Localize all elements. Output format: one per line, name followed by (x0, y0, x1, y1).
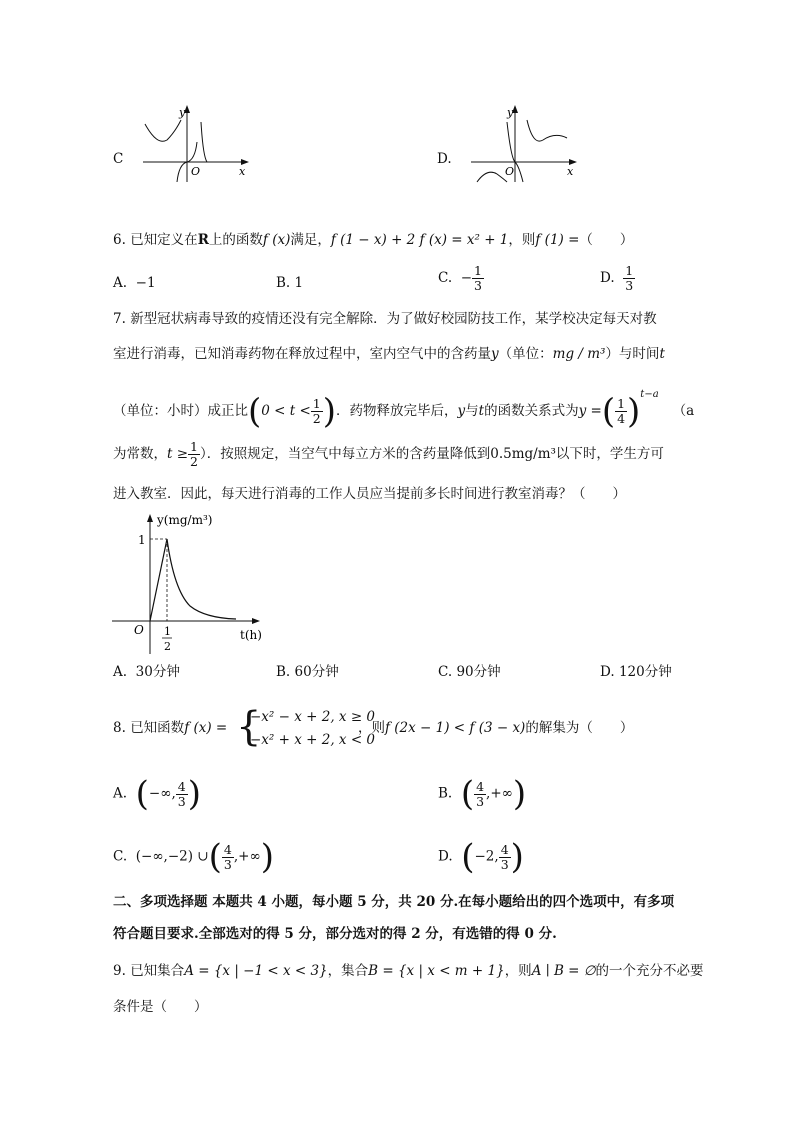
q7-line3: （单位：小时）成正比(0 < t < $\frac{1}{2}$ )．药物释放完毕后，y与t的函数关系式为y =( $\frac{1}{4}$ )$^{t-a}$（a (113, 389, 695, 432)
x-axis-label: x (567, 165, 574, 178)
question-6 (113, 231, 633, 249)
q6-R: R (197, 232, 209, 248)
question-9: 9. 已知集合A = {x | −1 < x < 3}，集合B = {x | x < m + 1}，则A ∣ B = ∅的一个充分不必要 (113, 963, 704, 979)
q7-option-d[interactable]: D. 120分钟 (600, 664, 672, 680)
q7-line1: 7. 新型冠状病毒导致的疫情还没有完全解除．为了做好校园防技工作，某学校决定每天对教 (113, 311, 657, 327)
section2-line2: 符合题目要求.全部选对的得 5 分，部分选对的得 2 分，有选错的得 0 分. (113, 926, 557, 942)
curve-left-lower (477, 172, 507, 182)
q6-option-b[interactable]: B. 1 (276, 275, 304, 291)
q5-option-c-graph (135, 102, 255, 184)
origin-label: O (134, 623, 144, 637)
origin-label: O (505, 165, 515, 178)
q6-option-a[interactable]: A. −1 (113, 275, 156, 291)
q6-text-b: 上的函数 (208, 232, 263, 248)
curve-right-upper (201, 122, 207, 162)
q6-number: 6. (113, 232, 126, 248)
q8-option-a[interactable]: A. (−∞, $\frac{4}{3}$ ) (113, 774, 201, 814)
q7-graph (110, 508, 270, 658)
question-8: 8. 已知函数f (x) = (113, 720, 228, 736)
q8-case2: −x² + x + 2, x < 0 (250, 732, 376, 748)
q8-rest: ，则f (2x − 1) < f (3 − x)的解集为（ ） (358, 720, 634, 736)
q6-fx: f (x) (262, 232, 291, 248)
rising-segment (150, 539, 167, 621)
q6-text-c: 满足， (290, 232, 331, 248)
q7-line2: 室进行消毒，已知消毒药物在释放过程中，室内空气中的含药量y（单位：mg / m³）与时间t (113, 346, 665, 362)
q7-option-c[interactable]: C. 90分钟 (438, 664, 501, 680)
q6-option-c-fraction: $\frac{1}{3}$ (474, 263, 482, 293)
curve-left-upper (145, 120, 181, 141)
q8-piecewise-brace: { (236, 704, 262, 750)
q6-text-a: 已知定义在 (130, 232, 198, 248)
q6-option-d[interactable]: D. $\frac{1}{3}$ (600, 263, 634, 293)
tick-t-num: 1 (164, 625, 171, 638)
q6-blank: （ ） (579, 232, 634, 248)
y-axis-label: y (179, 106, 186, 119)
q8-case1: −x² − x + 2, x ≥ 0 (250, 709, 376, 725)
tick-y-1: 1 (138, 533, 146, 547)
q7-option-b[interactable]: B. 60分钟 (276, 664, 339, 680)
q5-option-d-graph (463, 102, 583, 184)
q6-f1: f (1) = (535, 232, 580, 248)
q7-option-a[interactable]: A. 30分钟 (113, 664, 180, 680)
q9-line2: 条件是（ ） (113, 999, 208, 1015)
t-axis-label: t(h) (240, 628, 262, 642)
tick-t-den: 2 (164, 640, 171, 653)
q7-line4: 为常数，t ≥ $\frac{1}{2}$ ）．按照规定，当空气中每立方米的含药量降低到0.5mg/m³以下时，学生方可 (113, 439, 664, 469)
y-axis-arrow (147, 514, 153, 522)
origin-label: O (191, 165, 201, 178)
decay-curve (167, 539, 236, 619)
q5-option-c-label[interactable]: C (113, 151, 124, 167)
q8-option-b[interactable]: B. ( $\frac{4}{3}$ ,+∞) (438, 774, 527, 814)
t-axis-arrow (252, 618, 260, 624)
y-axis-label: y(mg/m³) (157, 513, 213, 527)
q8-option-d[interactable]: D. (−2, $\frac{4}{3}$ ) (438, 837, 524, 877)
q8-option-c[interactable]: C. (−∞,−2) ∪( $\frac{4}{3}$ ,+∞) (113, 837, 274, 877)
q7-line5: 进入教室．因此，每天进行消毒的工作人员应当提前多长时间进行教室消毒？（ ） (113, 486, 626, 502)
y-axis-label: y (507, 106, 514, 119)
q6-option-d-fraction: $\frac{1}{3}$ (625, 263, 634, 293)
q5-option-d-label[interactable]: D. (437, 151, 452, 167)
q6-text-d: ，则 (508, 232, 536, 248)
q6-option-c[interactable]: C. − $\frac{1}{3}$ (438, 263, 482, 293)
section2-line1: 二、多项选择题 本题共 4 小题，每小题 5 分，共 20 分.在每小题给出的四个选项中，有多项 (113, 894, 675, 910)
q6-equation: f (1 − x) + 2 f (x) = x² + 1 (330, 232, 509, 248)
curve-right-upper (527, 120, 567, 141)
x-axis-label: x (239, 165, 246, 178)
